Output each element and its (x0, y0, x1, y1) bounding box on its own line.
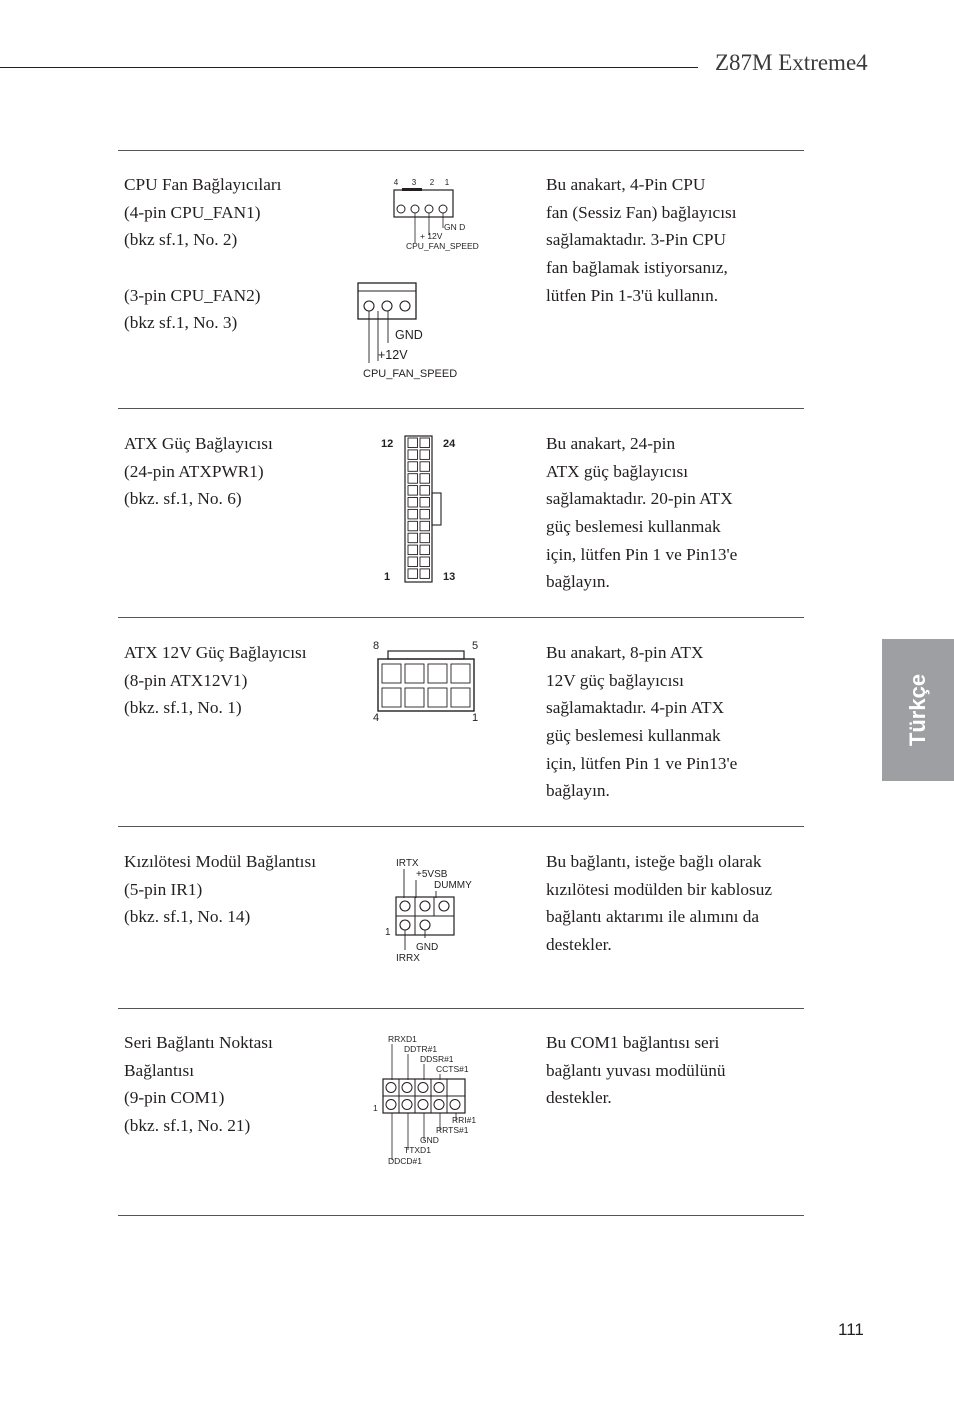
text-line: (9-pin COM1) (124, 1088, 225, 1108)
pin (439, 205, 447, 213)
pin (400, 301, 410, 311)
pin (408, 486, 418, 496)
pin (451, 664, 470, 683)
pin (408, 462, 418, 472)
pin-label: 1 (472, 712, 479, 724)
ir-connector-label (124, 848, 316, 931)
text-line: bağlantı aktarımı ile alımını da (546, 907, 760, 927)
pin (408, 450, 418, 460)
text-line: lütfen Pin 1-3'ü kullanın. (546, 285, 719, 305)
atx-power-description (546, 430, 737, 596)
cpu-fan1-4pin-diagram (380, 172, 510, 257)
text-line: 12V güç bağlayıcısı (546, 670, 684, 690)
pin-label: 3 (411, 178, 417, 187)
pin-label: 24 (443, 438, 456, 450)
pin (420, 901, 430, 911)
pin (408, 545, 418, 555)
pin (420, 920, 430, 930)
text-line: Bu anakart, 4-Pin CPU (546, 175, 706, 194)
text-line: (3-pin CPU_FAN2) (124, 285, 261, 305)
atx-power-connector-label (124, 430, 273, 513)
pin (408, 509, 418, 519)
connector-latch (432, 493, 441, 525)
pin (408, 557, 418, 567)
gnd-label: GN D (444, 222, 466, 232)
pin-label: 2 (429, 178, 435, 187)
pin (411, 205, 419, 213)
pin-label: 4 (373, 712, 380, 724)
pin (420, 569, 430, 579)
text-line: (bkz. sf.1, No. 21) (124, 1116, 251, 1136)
text-line: (bkz. sf.1, No. 14) (124, 907, 251, 927)
pin (434, 1083, 444, 1093)
pin-label: 5 (472, 640, 479, 652)
pin-label: 4 (393, 178, 399, 187)
pin (405, 688, 424, 707)
row-divider (118, 1008, 804, 1009)
atx12v-8pin-diagram (370, 637, 485, 725)
pin (420, 462, 430, 472)
pin (408, 438, 418, 448)
pin (420, 498, 430, 508)
atx12v-description (546, 639, 737, 805)
ddcd1-label: DDCD#1 (388, 1156, 423, 1166)
text-line: Bu anakart, 8-pin ATX (546, 643, 704, 662)
gnd-label: GND (420, 1135, 439, 1145)
text-line: (bkz sf.1, No. 2) (124, 230, 238, 250)
pin1-label: 1 (385, 927, 391, 938)
pin (420, 486, 430, 496)
pin (408, 474, 418, 484)
com-description (546, 1029, 726, 1112)
language-tab (882, 639, 954, 781)
pin (400, 901, 410, 911)
pin (451, 688, 470, 707)
pin-label: 12 (381, 438, 394, 450)
text-line: ATX Güç Bağlayıcısı (124, 434, 273, 453)
text-line: destekler. (546, 935, 612, 955)
text-line: (bkz sf.1, No. 3) (124, 313, 238, 333)
12v-label: + 12V (420, 231, 443, 241)
pin1-label: 1 (373, 1103, 378, 1113)
pin-label: 13 (443, 571, 456, 583)
text-line: Seri Bağlantı Noktası (124, 1033, 273, 1052)
text-line: için, lütfen Pin 1 ve Pin13'e (546, 753, 738, 773)
pin (420, 450, 430, 460)
pin (425, 205, 433, 213)
pin (397, 205, 405, 213)
pin (408, 521, 418, 531)
pin (418, 1083, 428, 1093)
pin (382, 664, 401, 683)
pin (408, 498, 418, 508)
language-tab-label: Türkçe (905, 673, 930, 747)
ddsr1-label: DDSR#1 (420, 1054, 454, 1064)
text-line: sağlamaktadır. 20-pin ATX (546, 489, 733, 509)
text-line: CPU Fan Bağlayıcıları (124, 175, 282, 194)
atx12v-connector-label (124, 639, 307, 722)
speed-label: CPU_FAN_SPEED (363, 368, 458, 380)
gnd-label: GND (395, 328, 423, 342)
pin (382, 301, 392, 311)
com-connector-label (124, 1029, 273, 1140)
text-line: fan (Sessiz Fan) bağlayıcısı (546, 202, 737, 222)
connector-key (402, 188, 422, 191)
text-line: Bu COM1 bağlantısı seri (546, 1033, 720, 1052)
pin (420, 438, 430, 448)
pin (434, 1100, 444, 1110)
pin (408, 569, 418, 579)
text-line: (bkz. sf.1, No. 6) (124, 489, 242, 509)
text-line: için, lütfen Pin 1 ve Pin13'e (546, 544, 738, 564)
pin (400, 920, 410, 930)
text-line: ATX güç bağlayıcısı (546, 461, 689, 481)
irtx-label: IRTX (396, 858, 419, 869)
row-divider (118, 617, 804, 618)
text-line: (5-pin IR1) (124, 879, 203, 899)
pin (420, 509, 430, 519)
pin (420, 545, 430, 555)
pin (428, 688, 447, 707)
cpu-fan-connector-label (124, 171, 281, 337)
pin (420, 474, 430, 484)
pin (402, 1083, 412, 1093)
row-divider (118, 1215, 804, 1216)
text-line: (8-pin ATX12V1) (124, 670, 248, 690)
row-divider (118, 150, 804, 151)
header-rule (0, 67, 698, 68)
pin-label: 1 (384, 571, 391, 583)
row-divider (118, 826, 804, 827)
text-line: bağlayın. (546, 781, 610, 801)
pin-label: 1 (444, 178, 450, 187)
text-line: destekler. (546, 1088, 612, 1108)
pin (364, 301, 374, 311)
page-number: 111 (838, 1320, 864, 1339)
pin-grid (408, 438, 430, 578)
connector-latch (388, 651, 464, 659)
text-line: sağlamaktadır. 3-Pin CPU (546, 230, 727, 250)
text-line: Bağlantısı (124, 1060, 195, 1080)
pin-grid (382, 664, 470, 707)
pin (428, 664, 447, 683)
12v-label: +12V (378, 348, 408, 362)
text-line: kızılötesi modülden bir kablosuz (546, 879, 773, 899)
gnd-label: GND (416, 942, 439, 953)
ccts1-label: CCTS#1 (436, 1064, 469, 1074)
pin (420, 521, 430, 531)
ir-description (546, 848, 772, 959)
pin (450, 1100, 460, 1110)
irrx-label: IRRX (396, 953, 420, 964)
rrxd1-label: RRXD1 (388, 1034, 417, 1044)
page-title: Z87M Extreme4 (715, 50, 868, 75)
rri1-label: RRI#1 (452, 1115, 477, 1125)
pin (418, 1100, 428, 1110)
pin (402, 1100, 412, 1110)
text-line: güç beslemesi kullanmak (546, 517, 721, 537)
text-line: (24-pin ATXPWR1) (124, 461, 264, 481)
ttxd1-label: TTXD1 (404, 1145, 431, 1155)
text-line: ATX 12V Güç Bağlayıcısı (124, 643, 307, 662)
text-line: (4-pin CPU_FAN1) (124, 202, 261, 222)
pin (386, 1083, 396, 1093)
connector-housing (378, 659, 474, 711)
text-line: bağlayın. (546, 572, 610, 592)
ir-5pin-diagram (382, 855, 492, 967)
5vsb-label: +5VSB (416, 869, 448, 880)
pin (405, 664, 424, 683)
pin (420, 533, 430, 543)
text-line: bağlantı yuvası modülünü (546, 1060, 726, 1080)
text-line: Kızılötesi Modül Bağlantısı (124, 852, 317, 871)
rrts1-label: RRTS#1 (436, 1125, 469, 1135)
cpu-fan2-3pin-diagram (356, 281, 481, 381)
row-divider (118, 408, 804, 409)
pin (382, 688, 401, 707)
text-line: sağlamaktadır. 4-pin ATX (546, 698, 725, 718)
text-line: Bu anakart, 24-pin (546, 434, 676, 453)
com-9pin-diagram (370, 1032, 495, 1170)
pin (408, 533, 418, 543)
pin (439, 901, 449, 911)
pin (420, 557, 430, 567)
text-line: Bu bağlantı, isteğe bağlı olarak (546, 852, 762, 871)
ddtr1-label: DDTR#1 (404, 1044, 438, 1054)
atx-24pin-diagram (378, 433, 468, 585)
text-line: (bkz. sf.1, No. 1) (124, 698, 242, 718)
text-line: güç beslemesi kullanmak (546, 726, 721, 746)
speed-label: CPU_FAN_SPEED (406, 241, 479, 251)
pin (386, 1100, 396, 1110)
cpu-fan-description (546, 171, 737, 309)
pin-label: 8 (373, 640, 380, 652)
dummy-label: DUMMY (434, 880, 472, 891)
text-line: fan bağlamak istiyorsanız, (546, 258, 728, 278)
